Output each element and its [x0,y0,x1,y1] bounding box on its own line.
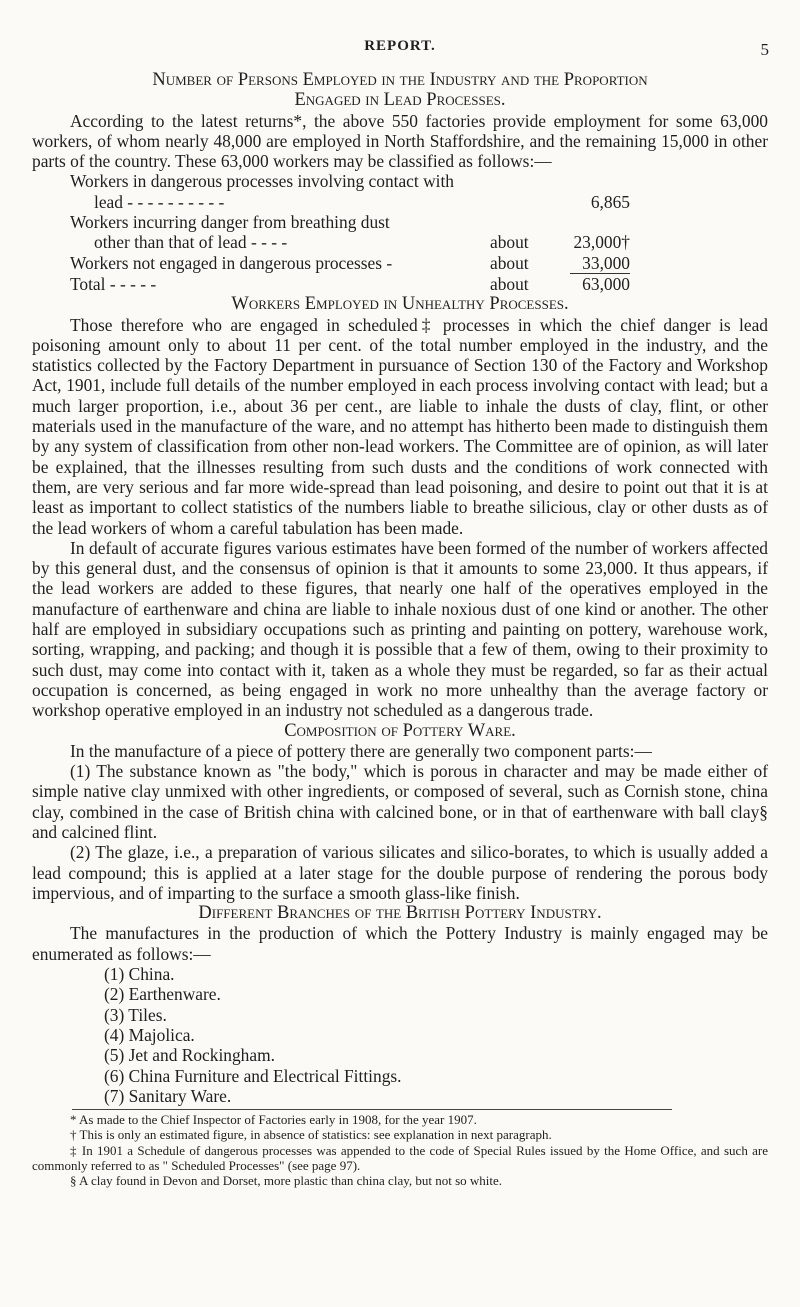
list-item: (5) Jet and Rockingham. [104,1045,275,1066]
table-row-total [70,273,630,294]
worker-classification-table [70,171,630,294]
table-cell-qualifier [490,171,550,212]
list-item: (6) China Furniture and Electrical Fittings. [104,1065,402,1086]
table-cell-value: 23,000† [573,232,630,253]
footnote: ‡ In 1901 a Schedule of dangerous processes was appended to the code of Special Rules issued by the Home Office, and such are commonly referred to as " Scheduled Processes" (see page 97). [32,1142,768,1173]
list-item: (1) China. [104,964,175,985]
footnote-divider [72,1109,672,1110]
paragraph: In the manufacture of a piece of pottery there are generally two component parts:— [70,740,652,761]
paragraph: (2) The glaze, i.e., a preparation of various silicates and silico-borates, to which is usually added a lead compound; this is applied at a later stage for the double purpose of rendering the porous body impervious, and of imparting to the surface a smooth glass-like finish. [32,842,768,903]
paragraph: (1) The substance known as "the body," which is porous in character and may be made either of simple native clay unmixed with other ingredients, or composed of several, such as Cornish stone, china clay, combined in the case of British china with calcined bone, or in that of earthenware with ball clay§ and calcined flint. [32,761,768,842]
table-cell-value [550,273,630,294]
table-cell-label: Workers not engaged in dangerous processes - [70,252,393,273]
section-heading-unhealthy: Workers Employed in Unhealthy Processes. [231,294,569,315]
table-cell-value: 33,000 [582,252,630,273]
paragraph: In default of accurate figures various estimates have been formed of the number of workers affected by this general dust, and the consensus of opinion is that it amounts to some 23,000. It thus appears, if the lead workers are added to these figures, that nearly one half of the operatives employed in the manufacture of earthenware and china are liable to inhale noxious dust of one kind or another. The other half are employed in subsidiary occupations such as printing and painting on pottery, warehouse work, sorting, wrapping, and packing; and though it is possible that a few of them, owing to their proximity to such dust, may come into contact with it, taken as a whole they must be regarded, so far as their actual occupation is concerned, as being engaged in work no more unhealthy than the average factory or workshop operative employed in an industry not scheduled as a dangerous trade. [32,537,768,721]
footnote: § A clay found in Devon and Dorset, more plastic than china clay, but not so white. [70,1172,503,1188]
total-value: 63,000 [570,273,630,294]
paragraph: Those therefore who are engaged in scheduled‡ processes in which the chief danger is lead poisoning amount only to about 11 per cent. of the total number employed in the industry, and the statistics collected by the Factory Department in pursuance of Section 130 of the Factory and Workshop Act, 1901, include full details of the number employed in each process involving contact with lead; but a much larger proportion, i.e., about 36 per cent., are liable to inhale the dusts of clay, flint, or other materials used in the manufacture of the ware, and no attempt has hitherto been made to distinguish them by any system of classification from other non-lead workers. The Committee are of opinion, as will later be explained, that the illnesses resulting from such dusts and the conditions of work connected with them, are very serious and far more wide-spread than lead poisoning, and desire to point out that it is at least as important to collect statistics of the numbers liable to breathe silicious, clay or other dusts as of the lead workers of whom a careful tabulation has been made. [32,314,768,538]
list-item: (7) Sanitary Ware. [104,1085,232,1106]
footnote: * As made to the Chief Inspector of Factories early in 1908, for the year 1907. [70,1112,477,1128]
table-row [70,253,630,273]
table-row [70,212,630,253]
paragraph: According to the latest returns*, the above 550 factories provide employment for some 63,000 workers, of whom nearly 48,000 are employed in North Staffordshire, and the remaining 15,000 in other parts of the country. These 63,000 workers may be classified as follows:— [32,110,768,172]
section-heading-employment [32,70,768,111]
table-cell-value: 6,865 [590,191,630,212]
section-heading-line: Engaged in Lead Processes. [294,90,506,111]
branches-list [32,964,768,1106]
table-cell-label: Workers incurring danger from breathing dust other than that of lead - - - - [70,212,390,253]
section-heading-line: Number of Persons Employed in the Industry and the Proportion [152,70,648,90]
table-cell-qualifier: about [490,273,529,294]
table-cell-label: Total - - - - - [70,273,157,294]
table-cell-qualifier: about [490,232,529,253]
page-number: 5 [760,40,769,59]
running-title: REPORT. [364,38,436,54]
list-item: (3) Tiles. [104,1004,167,1025]
table-cell-label: Workers in dangerous processes involving contact with lead - - - - - - - - - - [70,171,455,212]
list-item: (4) Majolica. [104,1024,195,1045]
body-text [32,70,768,1188]
table-cell-qualifier: about [490,252,529,273]
list-item: (2) Earthenware. [104,984,221,1005]
footnote: † This is only an estimated figure, in absence of statistics: see explanation in next paragraph. [70,1127,552,1143]
section-heading-branches: Different Branches of the British Pottery Industry. [198,903,602,924]
table-row [70,171,630,212]
section-heading-composition: Composition of Pottery Ware. [284,720,516,741]
running-head [0,38,800,62]
footnotes [32,1112,768,1188]
paragraph: The manufactures in the production of which the Pottery Industry is mainly engaged may be enumerated as follows:— [32,923,768,964]
